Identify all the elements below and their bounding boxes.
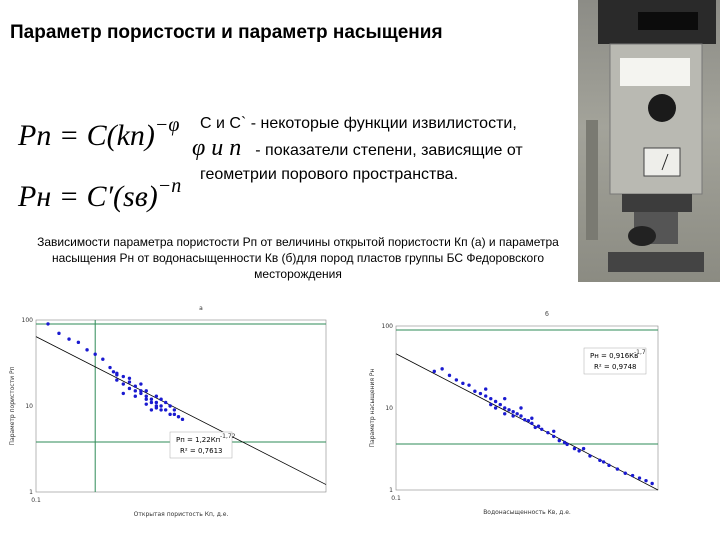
- formula-2-lhs: Pн: [18, 180, 52, 213]
- data-point: [155, 401, 158, 404]
- data-point: [150, 401, 153, 404]
- data-point: [168, 404, 171, 407]
- formula-block: [18, 100, 181, 222]
- data-point: [644, 479, 647, 482]
- data-point: [159, 408, 162, 411]
- fit-legend: [584, 348, 646, 374]
- data-point: [150, 408, 153, 411]
- fit-equation: Рн = 0,916Кв: [590, 352, 639, 360]
- data-point: [467, 383, 470, 386]
- fit-equation: Рп = 1,22Кп: [176, 436, 221, 444]
- data-point: [164, 401, 167, 404]
- desc-line-1: С и С` - некоторые функции извилистости,: [200, 115, 517, 132]
- data-point: [150, 397, 153, 400]
- data-point: [503, 406, 506, 409]
- data-point: [139, 382, 142, 385]
- fit-r2: R² = 0,9748: [594, 363, 637, 371]
- data-point: [515, 412, 518, 415]
- data-point: [582, 447, 585, 450]
- data-point: [46, 322, 49, 325]
- fit-exponent: -1,72: [220, 433, 236, 440]
- data-point: [616, 467, 619, 470]
- data-point: [577, 449, 580, 452]
- data-point: [440, 367, 443, 370]
- data-point: [115, 372, 118, 375]
- data-point: [552, 435, 555, 438]
- data-point: [122, 392, 125, 395]
- y-tick-label: 100: [381, 323, 393, 330]
- data-point: [448, 374, 451, 377]
- data-point: [155, 406, 158, 409]
- formula-1-exponent: −φ: [154, 114, 180, 136]
- data-point: [546, 431, 549, 434]
- y-tick-label: 1: [29, 489, 33, 496]
- data-point: [530, 422, 533, 425]
- data-point: [484, 387, 487, 390]
- data-point: [519, 414, 522, 417]
- data-point: [134, 395, 137, 398]
- formula-2-exponent: −n: [157, 175, 182, 197]
- y-tick-label: 1: [389, 487, 393, 494]
- data-point: [101, 358, 104, 361]
- data-point: [134, 389, 137, 392]
- data-point: [607, 464, 610, 467]
- fit-exponent: -1,7: [634, 349, 646, 356]
- fit-legend: [170, 432, 236, 458]
- data-point: [494, 400, 497, 403]
- data-point: [494, 406, 497, 409]
- data-point: [507, 408, 510, 411]
- data-point: [455, 378, 458, 381]
- data-point: [552, 430, 555, 433]
- instrument-photo: [578, 0, 720, 282]
- data-point: [145, 395, 148, 398]
- x-tick-label: 0.1: [391, 495, 401, 502]
- data-point: [602, 460, 605, 463]
- data-point: [57, 332, 60, 335]
- data-point: [461, 382, 464, 385]
- data-point: [511, 410, 514, 413]
- data-point: [139, 392, 142, 395]
- data-point: [598, 459, 601, 462]
- fit-r2: R² = 0,7613: [180, 447, 223, 455]
- data-point: [573, 447, 576, 450]
- data-point: [624, 472, 627, 475]
- data-point: [511, 414, 514, 417]
- data-point: [489, 397, 492, 400]
- data-point: [173, 408, 176, 411]
- data-point: [489, 403, 492, 406]
- formula-saturation: [18, 161, 181, 222]
- x-axis-label: Водонасыщенность Кв, д.е.: [483, 509, 571, 516]
- data-point: [473, 390, 476, 393]
- panel-label: а: [199, 305, 203, 312]
- desc-line-3: геометрии порового пространства.: [200, 166, 459, 183]
- y-tick-label: 100: [21, 317, 33, 324]
- formula-2-rhs: = C′(sв): [58, 180, 158, 213]
- data-point: [108, 366, 111, 369]
- chart-saturation-parameter: [360, 304, 666, 526]
- data-point: [537, 424, 540, 427]
- data-point: [499, 403, 502, 406]
- data-point: [77, 341, 80, 344]
- data-point: [563, 441, 566, 444]
- data-point: [631, 474, 634, 477]
- formula-description: [192, 112, 580, 187]
- formula-1-rhs: = C(kп): [58, 119, 155, 152]
- x-axis-label: Открытая пористость Кп, д.е.: [133, 511, 229, 518]
- data-point: [588, 454, 591, 457]
- data-point: [85, 348, 88, 351]
- data-point: [650, 482, 653, 485]
- data-point: [479, 392, 482, 395]
- x-tick-label: 0.1: [31, 497, 41, 504]
- data-point: [503, 397, 506, 400]
- instrument-drawing: [578, 0, 720, 282]
- data-point: [112, 370, 115, 373]
- data-point: [115, 378, 118, 381]
- data-point: [155, 395, 158, 398]
- y-tick-label: 10: [25, 403, 33, 410]
- figure-caption: Зависимости параметра пористости Рп от величины открытой пористости Кп (а) и параметра насыщения Рн от водонасыщенности Кв (б)для пород пластов группы БС Федоровского месторождения: [37, 235, 559, 281]
- data-point: [164, 408, 167, 411]
- data-point: [128, 377, 131, 380]
- data-point: [181, 418, 184, 421]
- data-point: [122, 382, 125, 385]
- data-point: [173, 413, 176, 416]
- data-point: [145, 397, 148, 400]
- data-point: [433, 370, 436, 373]
- data-point: [159, 397, 162, 400]
- data-point: [503, 412, 506, 415]
- chart-porosity-parameter: [4, 304, 336, 532]
- slide-title: Параметр пористости и параметр насыщения: [10, 22, 443, 43]
- data-point: [145, 402, 148, 405]
- data-point: [128, 387, 131, 390]
- data-point: [145, 389, 148, 392]
- data-point: [527, 419, 530, 422]
- formula-1-lhs: Pп: [18, 119, 52, 152]
- formula-porosity: [18, 100, 181, 161]
- data-point: [558, 439, 561, 442]
- data-point: [523, 418, 526, 421]
- data-point: [534, 426, 537, 429]
- data-point: [128, 380, 131, 383]
- data-point: [540, 428, 543, 431]
- data-point: [484, 394, 487, 397]
- desc-line-2: - показатели степени, зависящие от: [255, 142, 523, 159]
- data-point: [67, 337, 70, 340]
- data-point: [93, 353, 96, 356]
- y-axis-label: Параметр пористости Рп: [9, 366, 16, 446]
- y-axis-label: Параметр насыщения Рн: [369, 368, 376, 448]
- desc-symbols: φ и n: [192, 135, 242, 161]
- data-point: [134, 384, 137, 387]
- plot-area: [36, 320, 326, 492]
- data-point: [159, 404, 162, 407]
- data-point: [168, 413, 171, 416]
- data-point: [519, 406, 522, 409]
- data-point: [177, 415, 180, 418]
- data-point: [530, 417, 533, 420]
- y-tick-label: 10: [385, 405, 393, 412]
- data-point: [638, 476, 641, 479]
- desc-line-2-wrap: [192, 135, 580, 163]
- panel-label: б: [545, 311, 549, 318]
- data-point: [122, 375, 125, 378]
